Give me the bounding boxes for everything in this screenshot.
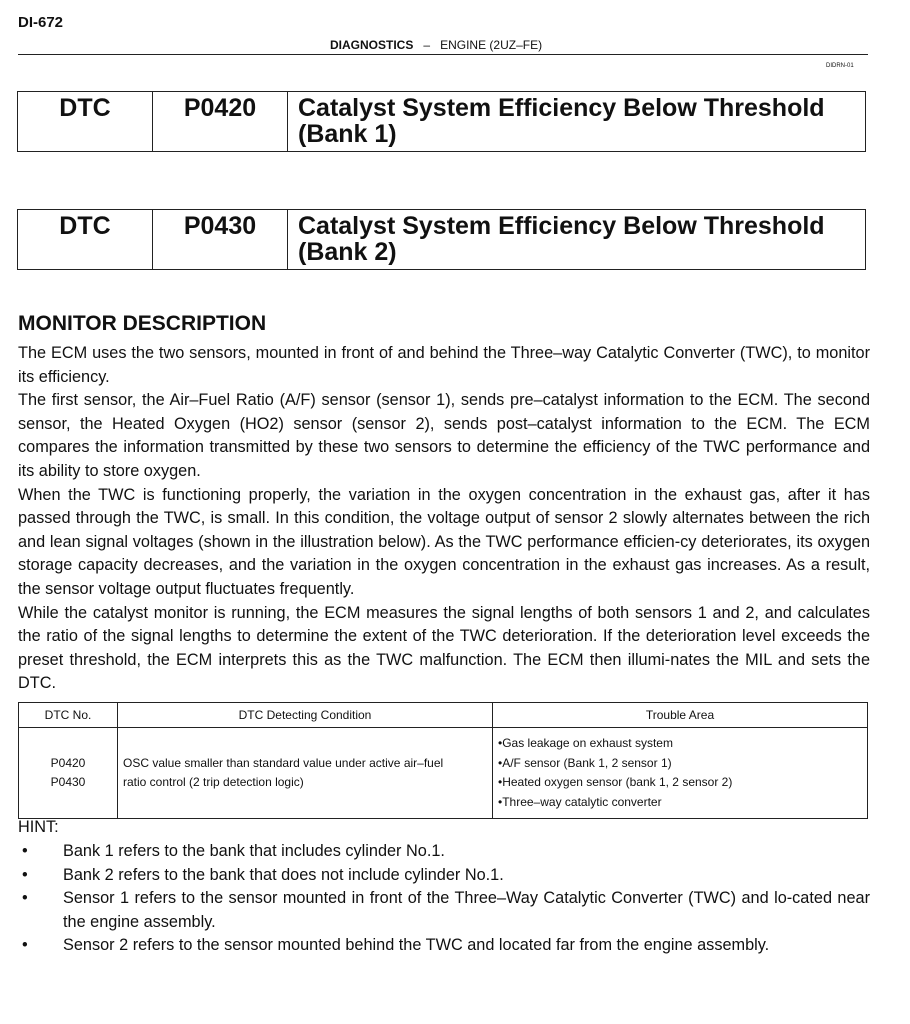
dtc-title-line1: Catalyst System Efficiency Below Threshold bbox=[298, 212, 825, 240]
dtc-numbers-cell bbox=[19, 728, 118, 819]
trouble-area-item: •A/F sensor (Bank 1, 2 sensor 1) bbox=[498, 755, 672, 770]
header-separator: – bbox=[423, 38, 431, 52]
dtc-title-line2: (Bank 2) bbox=[298, 238, 397, 266]
dtc-title-line2: (Bank 1) bbox=[298, 120, 397, 148]
hint-list bbox=[18, 840, 870, 958]
bullet: • bbox=[498, 775, 503, 789]
condition-cell bbox=[118, 728, 493, 819]
description-paragraph: The first sensor, the Air–Fuel Ratio (A/F) sensor (sensor 1), sends pre–catalyst information to the ECM. The second sensor, the Heated Oxygen (HO2) sensor (sensor 2), sends post–catalyst information to the ECM. The ECM compares the information transmitted by these two sensors to determine the efficiency of the TWC performance and its ability to store oxygen. bbox=[18, 391, 870, 480]
dtc-code: P0420 bbox=[153, 92, 288, 151]
col-header-dtc-no: DTC No. bbox=[19, 703, 118, 728]
dtc-label: DTC bbox=[18, 210, 153, 269]
table-header-row bbox=[19, 703, 868, 728]
list-item: • Bank 1 refers to the bank that includes cylinder No.1. bbox=[18, 840, 870, 864]
dtc-title bbox=[288, 92, 865, 151]
hint-title: HINT: bbox=[18, 818, 59, 836]
bullet: • bbox=[22, 842, 28, 860]
description-paragraph: The ECM uses the two sensors, mounted in front of and behind the Three–way Catalytic Converter (TWC), to monitor its efficiency. bbox=[18, 344, 870, 386]
monitor-description bbox=[18, 342, 870, 696]
bullet: • bbox=[22, 865, 28, 884]
page-header bbox=[330, 38, 542, 52]
dtc-title-line1: Catalyst System Efficiency Below Threshold bbox=[298, 94, 825, 122]
header-subsection: ENGINE (2UZ–FE) bbox=[440, 38, 543, 52]
header-rule bbox=[18, 54, 868, 55]
trouble-area-cell bbox=[493, 728, 868, 819]
monitor-description-title: MONITOR DESCRIPTION bbox=[18, 312, 267, 335]
dtc-code: P0430 bbox=[153, 210, 288, 269]
bullet: • bbox=[498, 736, 503, 750]
bullet: • bbox=[22, 936, 28, 955]
description-paragraph: When the TWC is functioning properly, the variation in the oxygen concentration in the exhaust gas, after it has passed through the TWC, is small. In this condition, the voltage output of sensor 2 slowly alternates between the rich and lean signal voltages (shown in the illustration below). As the TWC performance efficien-cy deteriorates, its oxygen storage capacity decreases, and the variation in the oxygen concentration in the exhaust gas increases. As a result, the sensor voltage output fluctuates frequently. bbox=[18, 485, 870, 598]
dtc-box-p0430 bbox=[17, 209, 866, 270]
trouble-area-item: •Three–way catalytic converter bbox=[498, 794, 662, 809]
list-item: • Bank 2 refers to the bank that does not include cylinder No.1. bbox=[18, 864, 870, 888]
dtc-number: P0430 bbox=[50, 775, 86, 789]
dtc-title bbox=[288, 210, 865, 269]
dtc-condition-table bbox=[18, 702, 868, 819]
doc-code: DIDRN-01 bbox=[826, 63, 854, 69]
col-header-condition: DTC Detecting Condition bbox=[118, 703, 493, 728]
bullet: • bbox=[498, 755, 503, 770]
bullet: • bbox=[498, 794, 503, 809]
dtc-label: DTC bbox=[18, 92, 153, 151]
trouble-area-item: •Gas leakage on exhaust system bbox=[498, 736, 673, 750]
dtc-number: P0420 bbox=[50, 755, 86, 770]
col-header-trouble-area: Trouble Area bbox=[493, 703, 868, 728]
condition-line: ratio control (2 trip detection logic) bbox=[123, 775, 304, 789]
list-item: • Sensor 2 refers to the sensor mounted behind the TWC and located far from the engine assembly. bbox=[18, 934, 870, 958]
page-id: DI-672 bbox=[18, 14, 64, 31]
description-paragraph: While the catalyst monitor is running, the ECM measures the signal lengths of both sensors 1 and 2, and calculates the ratio of the signal lengths to determine the extent of the TWC deterioration. If the deterioration level exceeds the preset threshold, the ECM interprets this as the TWC malfunction. The ECM then illumi-nates the MIL and sets the DTC. bbox=[18, 603, 870, 693]
table-row bbox=[19, 728, 868, 819]
trouble-area-item: •Heated oxygen sensor (bank 1, 2 sensor 2) bbox=[498, 775, 733, 789]
condition-line: OSC value smaller than standard value under active air–fuel bbox=[123, 755, 444, 770]
header-section: DIAGNOSTICS bbox=[330, 38, 414, 52]
bullet: • bbox=[22, 889, 28, 908]
list-item: • Sensor 1 refers to the sensor mounted in front of the Three–Way Catalytic Converter (TWC) and lo-cated near the engine assembly. bbox=[18, 887, 870, 934]
dtc-box-p0420 bbox=[17, 91, 866, 152]
